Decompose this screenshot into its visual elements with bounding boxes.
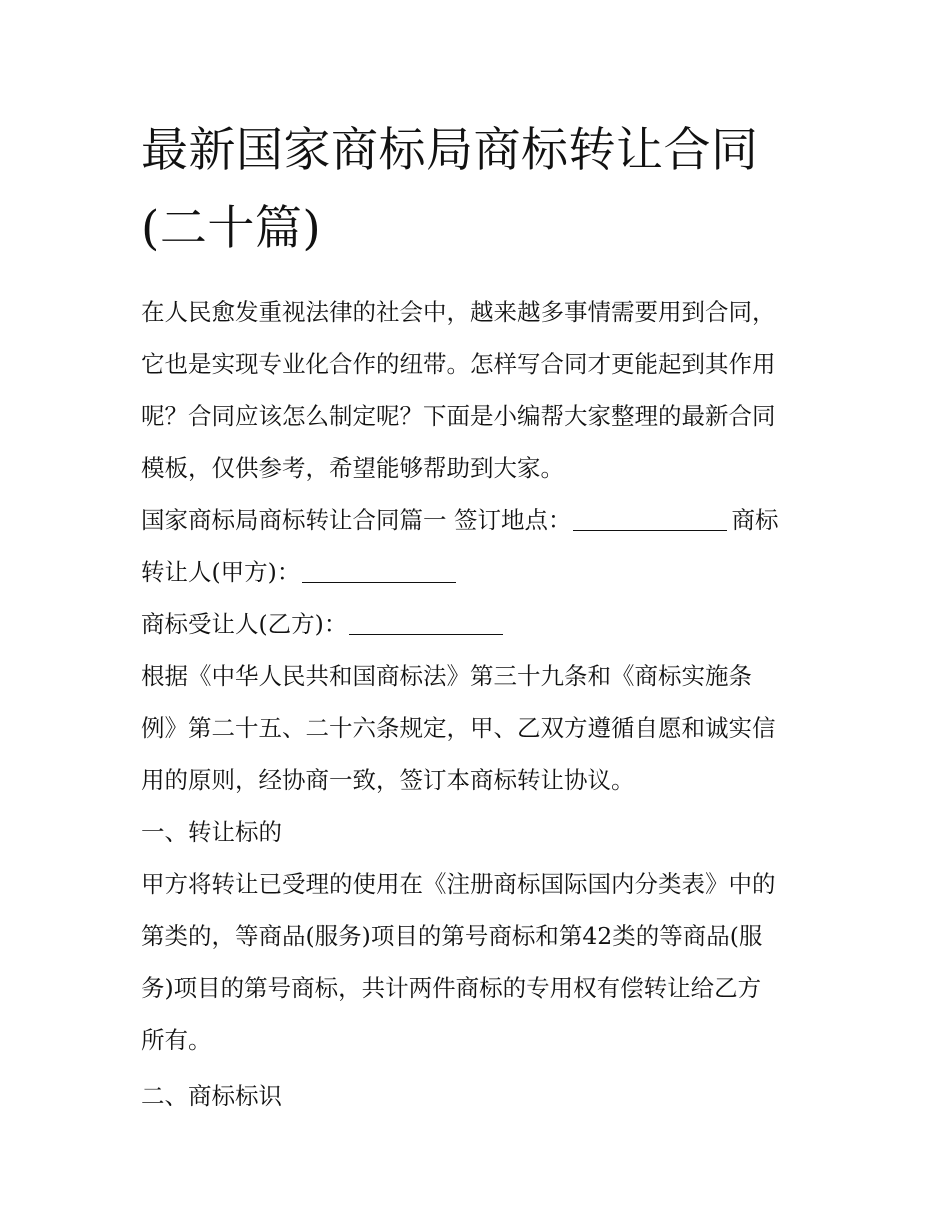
intro-line: 呢？合同应该怎么制定呢？下面是小编帮大家整理的最新合同 <box>141 402 776 430</box>
document-title <box>141 112 816 268</box>
basis-line: 例》第二十五、二十六条规定，甲、乙双方遵循自愿和诚实信 <box>141 714 776 742</box>
signing-place-blank <box>573 508 727 531</box>
title-line-2: (二十篇) <box>141 201 322 256</box>
document-content <box>141 112 816 1122</box>
intro-paragraph <box>141 286 816 494</box>
basis-line: 根据《中华人民共和国商标法》第三十九条和《商标实施条 <box>141 662 752 690</box>
intro-line: 在人民愈发重视法律的社会中，越来越多事情需要用到合同， <box>141 298 776 326</box>
transferor-label: 转让人(甲方)： <box>141 558 301 586</box>
section-1-line: 所有。 <box>141 1026 212 1054</box>
section-1-body <box>141 858 816 1066</box>
section-1-heading: 一、转让标的 <box>141 818 282 846</box>
transferee-label: 商标受让人(乙方)： <box>141 610 348 638</box>
basis-line: 用的原则，经协商一致，签订本商标转让协议。 <box>141 766 635 794</box>
transferee-blank <box>349 612 503 635</box>
signing-place-suffix: 商标 <box>731 506 779 534</box>
intro-line: 它也是实现专业化合作的纽带。怎样写合同才更能起到其作用 <box>141 350 776 378</box>
signing-place-line <box>141 494 816 546</box>
transferor-blank <box>302 560 456 583</box>
transferor-line <box>141 546 816 598</box>
section-1-line: 甲方将转让已受理的使用在《注册商标国际国内分类表》中的 <box>141 870 776 898</box>
intro-line: 模板，仅供参考，希望能够帮助到大家。 <box>141 454 564 482</box>
section-1-line: 务)项目的第号商标，共计两件商标的专用权有偿转让给乙方 <box>141 974 762 1002</box>
signing-place-label: 国家商标局商标转让合同篇一 签订地点： <box>141 506 572 534</box>
title-line-1: 最新国家商标局商标转让合同 <box>141 123 759 178</box>
section-1-line: 第类的，等商品(服务)项目的第号商标和第42类的等商品(服 <box>141 922 763 950</box>
transferee-line <box>141 598 816 650</box>
section-2-heading: 二、商标标识 <box>141 1082 282 1110</box>
basis-paragraph <box>141 650 816 806</box>
